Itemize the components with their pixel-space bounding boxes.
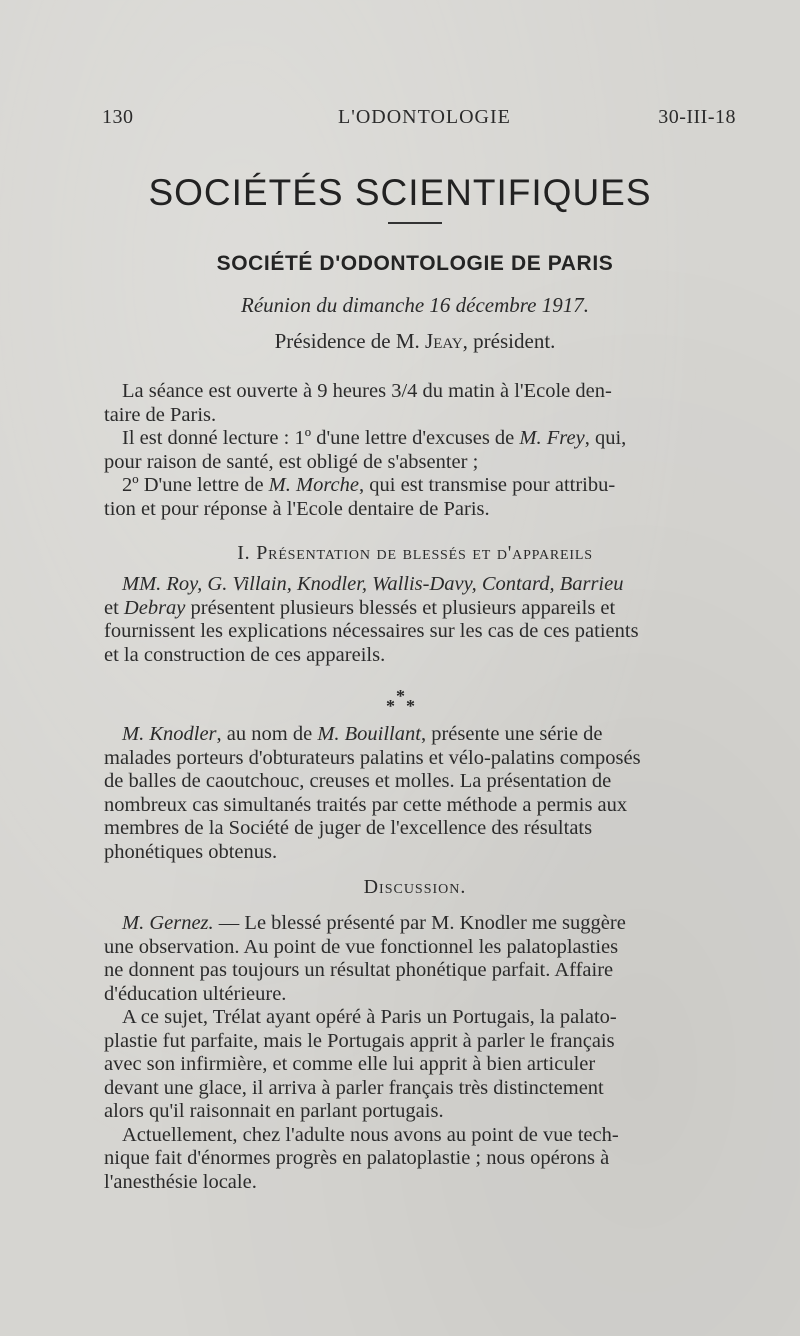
text-line: Il est donné lecture : 1º d'une lettre d'excuses de M. Frey, qui, [122, 427, 627, 449]
text-line: ne donnent pas toujours un résultat phonétique parfait. Affaire [104, 959, 614, 981]
text-line: phonétiques obtenus. [104, 840, 278, 863]
asterism-star: * [396, 686, 405, 706]
knodler-paragraph [104, 723, 740, 864]
asterism [384, 686, 424, 716]
asterism-star: * [386, 696, 395, 716]
title-rule [388, 222, 442, 224]
page-number: 130 [102, 106, 134, 128]
text-line: une observation. Au point de vue fonctionnel les palatoplasties [104, 935, 619, 958]
text-line: A ce sujet, Trélat ayant opéré à Paris un Portugais, la palato- [122, 1006, 617, 1028]
text-line: M. Gernez. — Le blessé présenté par M. Knodler me suggère [122, 912, 626, 934]
running-head [100, 106, 740, 136]
text-line: membres de la Société de juger de l'excellence des résultats [104, 817, 593, 839]
text-line: malades porteurs d'obturateurs palatins et vélo-palatins composés [104, 746, 641, 769]
text-line: l'anesthésie locale. [104, 1170, 257, 1193]
text-line: alors qu'il raisonnait en parlant portugais. [104, 1100, 444, 1122]
text-line: tion et pour réponse à l'Ecole dentaire de Paris. [104, 497, 490, 520]
text-line: et Debray présentent plusieurs blessés et plusieurs appareils et [104, 596, 616, 619]
discussion-heading: Discussion. [363, 876, 467, 898]
text-line: avec son infirmière, et comme elle lui apprit à bien articuler [104, 1053, 596, 1075]
text-line: pour raison de santé, est obligé de s'absenter ; [104, 450, 479, 473]
text-line: 2º D'une lettre de M. Morche, qui est transmise pour attribu- [122, 474, 616, 496]
text-line: de balles de caoutchouc, creuses et molles. La présentation de [104, 770, 612, 792]
presidence-line [0, 329, 800, 354]
text-line: plastie fut parfaite, mais le Portugais apprit à parler le français [104, 1029, 615, 1052]
text-line: MM. Roy, G. Villain, Knodler, Wallis-Davy, Contard, Barrieu [122, 573, 624, 595]
text-line: nombreux cas simultanés traités par cette méthode a permis aux [104, 793, 628, 816]
president-name: Jeay [425, 329, 463, 353]
text-line: devant une glace, il arriva à parler français très distinctement [104, 1076, 604, 1099]
section-heading: I. Présentation de blessés et d'appareils [237, 542, 593, 564]
journal-name: L'ODONTOLOGIE [338, 106, 511, 128]
presidence-suffix: , président. [462, 329, 556, 353]
text-line: et la construction de ces appareils. [104, 643, 386, 666]
asterism-star: * [406, 696, 415, 716]
text-line: d'éducation ultérieure. [104, 982, 287, 1005]
opening-paragraph [104, 380, 740, 521]
society-name: SOCIÉTÉ D'ODONTOLOGIE DE PARIS [216, 252, 614, 275]
gernez-paragraph [104, 912, 740, 1194]
meeting-date: Réunion du dimanche 16 décembre 1917. [241, 293, 589, 317]
presentation-paragraph [104, 573, 740, 667]
text-line: Actuellement, chez l'adulte nous avons au point de vue tech- [122, 1123, 619, 1146]
text-line: nique fait d'énormes progrès en palatoplastie ; nous opérons à [104, 1147, 610, 1169]
text-line: La séance est ouverte à 9 heures 3/4 du matin à l'Ecole den- [122, 380, 612, 402]
page-title: SOCIÉTÉS SCIENTIFIQUES [148, 172, 652, 213]
text-line: M. Knodler, au nom de M. Bouillant, présente une série de [122, 723, 603, 745]
presidence-prefix: Présidence de M. [274, 329, 426, 353]
issue-date: 30-III-18 [658, 106, 736, 128]
text-line: fournissent les explications nécessaires sur les cas de ces patients [104, 620, 639, 642]
text-line: taire de Paris. [104, 403, 217, 426]
